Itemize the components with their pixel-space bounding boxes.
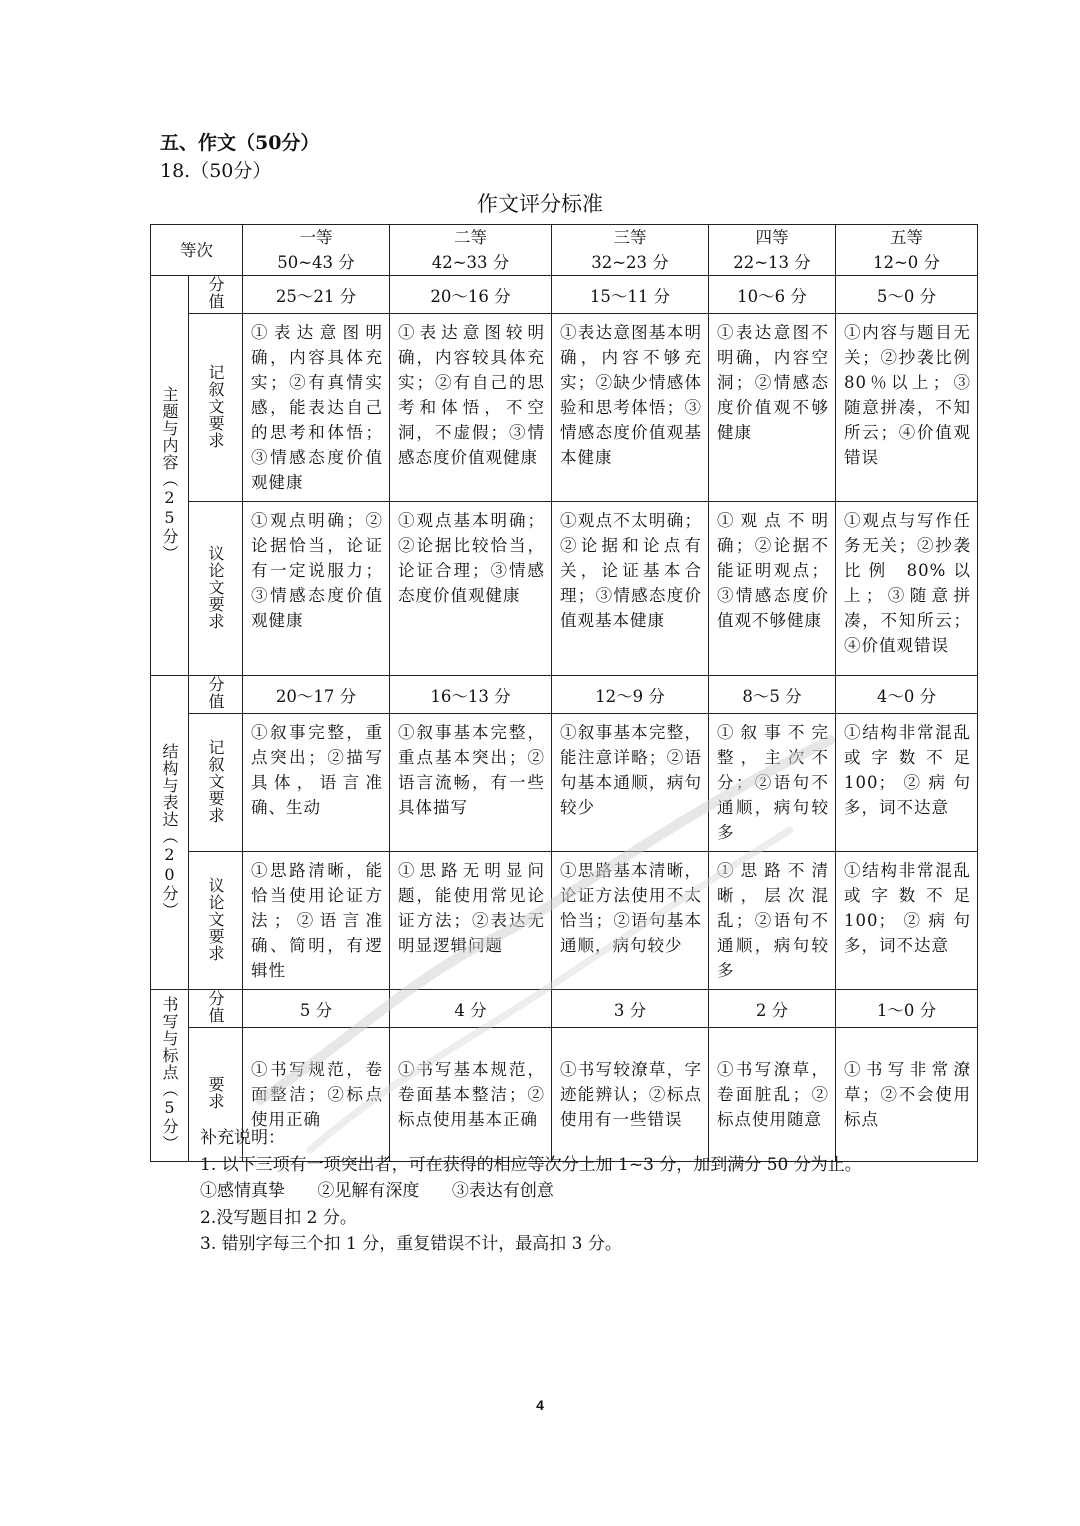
requirement-cell: ①观点与写作任务无关；②抄袭比例 80%以上；③随意拼凑，不知所云；④价值观错误 — [836, 502, 978, 676]
score-cell: 10～6 分 — [709, 276, 836, 314]
requirement-cell: ①思路不清晰，层次混乱；②语句不通顺，病句较多 — [709, 852, 836, 990]
argument-label: 议论文要求 — [189, 502, 243, 676]
note-item: 2.没写题目扣 2 分。 — [200, 1207, 357, 1228]
score-label: 分值 — [189, 676, 243, 714]
writing-section-label: 书写与标点（5分） — [151, 990, 189, 1162]
score-cell: 1～0 分 — [836, 990, 978, 1028]
score-cell: 4～0 分 — [836, 676, 978, 714]
level-header — [390, 225, 552, 276]
level-name: 一等 — [299, 228, 333, 247]
requirement-cell: ①观点明确；②论据恰当，论证有一定说服力；③情感态度价值观健康 — [243, 502, 390, 676]
level-header — [243, 225, 390, 276]
requirement-cell: ①叙事基本完整，重点基本突出；②语言流畅，有一些具体描写 — [390, 714, 552, 852]
score-cell: 3 分 — [552, 990, 709, 1028]
level-range: 50~43 分 — [277, 253, 355, 272]
level-range: 42~33 分 — [431, 253, 510, 272]
note-subitems: ①感情真挚 ②见解有深度 ③表达有创意 — [200, 1181, 554, 1201]
note-item: 1. 以下三项有一项突出者，可在获得的相应等次分上加 1~3 分，加到满分 50 分为止。 — [200, 1154, 862, 1175]
note-item: 3. 错别字每三个扣 1 分，重复错误不计，最高扣 3 分。 — [200, 1234, 622, 1254]
score-cell: 15～11 分 — [552, 276, 709, 314]
table-header-row — [151, 225, 978, 276]
level-name: 四等 — [755, 228, 789, 247]
requirement-cell: ①结构非常混乱或字数不足 100；②病句多，词不达意 — [836, 714, 978, 852]
level-range: 32~23 分 — [591, 253, 669, 272]
requirement-cell: ①表达意图基本明确，内容不够充实；②缺少情感体验和思考体悟；③情感态度价值观基本健康 — [552, 314, 709, 502]
table-title: 作文评分标准 — [477, 192, 603, 216]
score-cell: 20～17 分 — [243, 676, 390, 714]
content-section-label: 主题与内容（25分） — [151, 276, 189, 676]
structure-score-row — [151, 676, 978, 714]
requirement-cell: ①叙事基本完整，能注意详略；②语句基本通顺，病句较少 — [552, 714, 709, 852]
structure-narrative-row — [151, 714, 978, 852]
requirement-cell: ①思路清晰，能恰当使用论证方法；②语言准确、简明，有逻辑性 — [243, 852, 390, 990]
requirement-cell: ①思路基本清晰，论证方法使用不太恰当；②语句基本通顺，病句较少 — [552, 852, 709, 990]
requirement-cell: ①书写非常潦草；②不会使用标点 — [836, 1028, 978, 1162]
score-cell: 8～5 分 — [709, 676, 836, 714]
requirement-cell: ①观点不太明确；②论据和论点有关，论证基本合理；③情感态度价值观基本健康 — [552, 502, 709, 676]
corner-header: 等次 — [151, 225, 243, 276]
level-header — [709, 225, 836, 276]
score-cell: 2 分 — [709, 990, 836, 1028]
requirement-cell: ①叙事完整，重点突出；②描写具体，语言准确、生动 — [243, 714, 390, 852]
section-title: 五、作文（50分） — [160, 132, 320, 154]
supplementary-notes — [200, 1125, 862, 1258]
notes-title: 补充说明： — [200, 1128, 285, 1148]
level-header — [552, 225, 709, 276]
score-cell: 5 分 — [243, 990, 390, 1028]
level-range: 22~13 分 — [733, 253, 811, 272]
requirement-cell: ①书写规范，卷面整洁；②标点使用正确 — [243, 1028, 390, 1162]
requirement-cell: ①表达意图明确，内容具体充实；②有真情实感，能表达自己的思考和体悟；③情感态度价值观健康 — [243, 314, 390, 502]
content-argument-row — [151, 502, 978, 676]
requirement-cell: ①内容与题目无关；②抄袭比例 80％以上；③随意拼凑，不知所云；④价值观错误 — [836, 314, 978, 502]
score-label: 分值 — [189, 990, 243, 1028]
content-narrative-row — [151, 314, 978, 502]
level-name: 三等 — [613, 228, 647, 247]
score-cell: 16～13 分 — [390, 676, 552, 714]
level-name: 二等 — [454, 228, 487, 247]
narrative-label: 记叙文要求 — [189, 714, 243, 852]
requirement-cell: ①观点基本明确；②论据比较恰当，论证合理；③情感态度价值观健康 — [390, 502, 552, 676]
narrative-label: 记叙文要求 — [189, 314, 243, 502]
requirement-cell: ①表达意图较明确，内容较具体充实；②有自己的思考和体悟，不空洞，不虚假；③情感态度价值观健康 — [390, 314, 552, 502]
level-range: 12~0 分 — [872, 253, 941, 272]
requirement-cell: ①观点不明确；②论据不能证明观点；③情感态度价值观不够健康 — [709, 502, 836, 676]
structure-argument-row — [151, 852, 978, 990]
argument-label: 议论文要求 — [189, 852, 243, 990]
requirement-cell: ①结构非常混乱或字数不足 100；②病句多，词不达意 — [836, 852, 978, 990]
scoring-table — [150, 224, 978, 1162]
requirement-cell: ①思路无明显问题，能使用常见论证方法；②表达无明显逻辑问题 — [390, 852, 552, 990]
score-label: 分值 — [189, 276, 243, 314]
requirement-label: 要求 — [189, 1028, 243, 1162]
score-cell: 5～0 分 — [836, 276, 978, 314]
requirement-cell: ①表达意图不明确，内容空洞；②情感态度价值观不够健康 — [709, 314, 836, 502]
structure-section-label: 结构与表达（20分） — [151, 676, 189, 990]
page-number: 4 — [536, 1397, 544, 1413]
question-title: 18.（50分） — [160, 160, 272, 182]
requirement-cell: ①书写基本规范，卷面基本整洁；②标点使用基本正确 — [390, 1028, 552, 1162]
score-cell: 4 分 — [390, 990, 552, 1028]
score-cell: 20～16 分 — [390, 276, 552, 314]
requirement-cell: ①书写潦草，卷面脏乱；②标点使用随意 — [709, 1028, 836, 1162]
writing-score-row — [151, 990, 978, 1028]
score-cell: 12～9 分 — [552, 676, 709, 714]
requirement-cell: ①书写较潦草，字迹能辨认；②标点使用有一些错误 — [552, 1028, 709, 1162]
requirement-cell: ①叙事不完整，主次不分；②语句不通顺，病句较多 — [709, 714, 836, 852]
level-name: 五等 — [890, 228, 923, 247]
score-cell: 25～21 分 — [243, 276, 390, 314]
level-header — [836, 225, 978, 276]
content-score-row — [151, 276, 978, 314]
